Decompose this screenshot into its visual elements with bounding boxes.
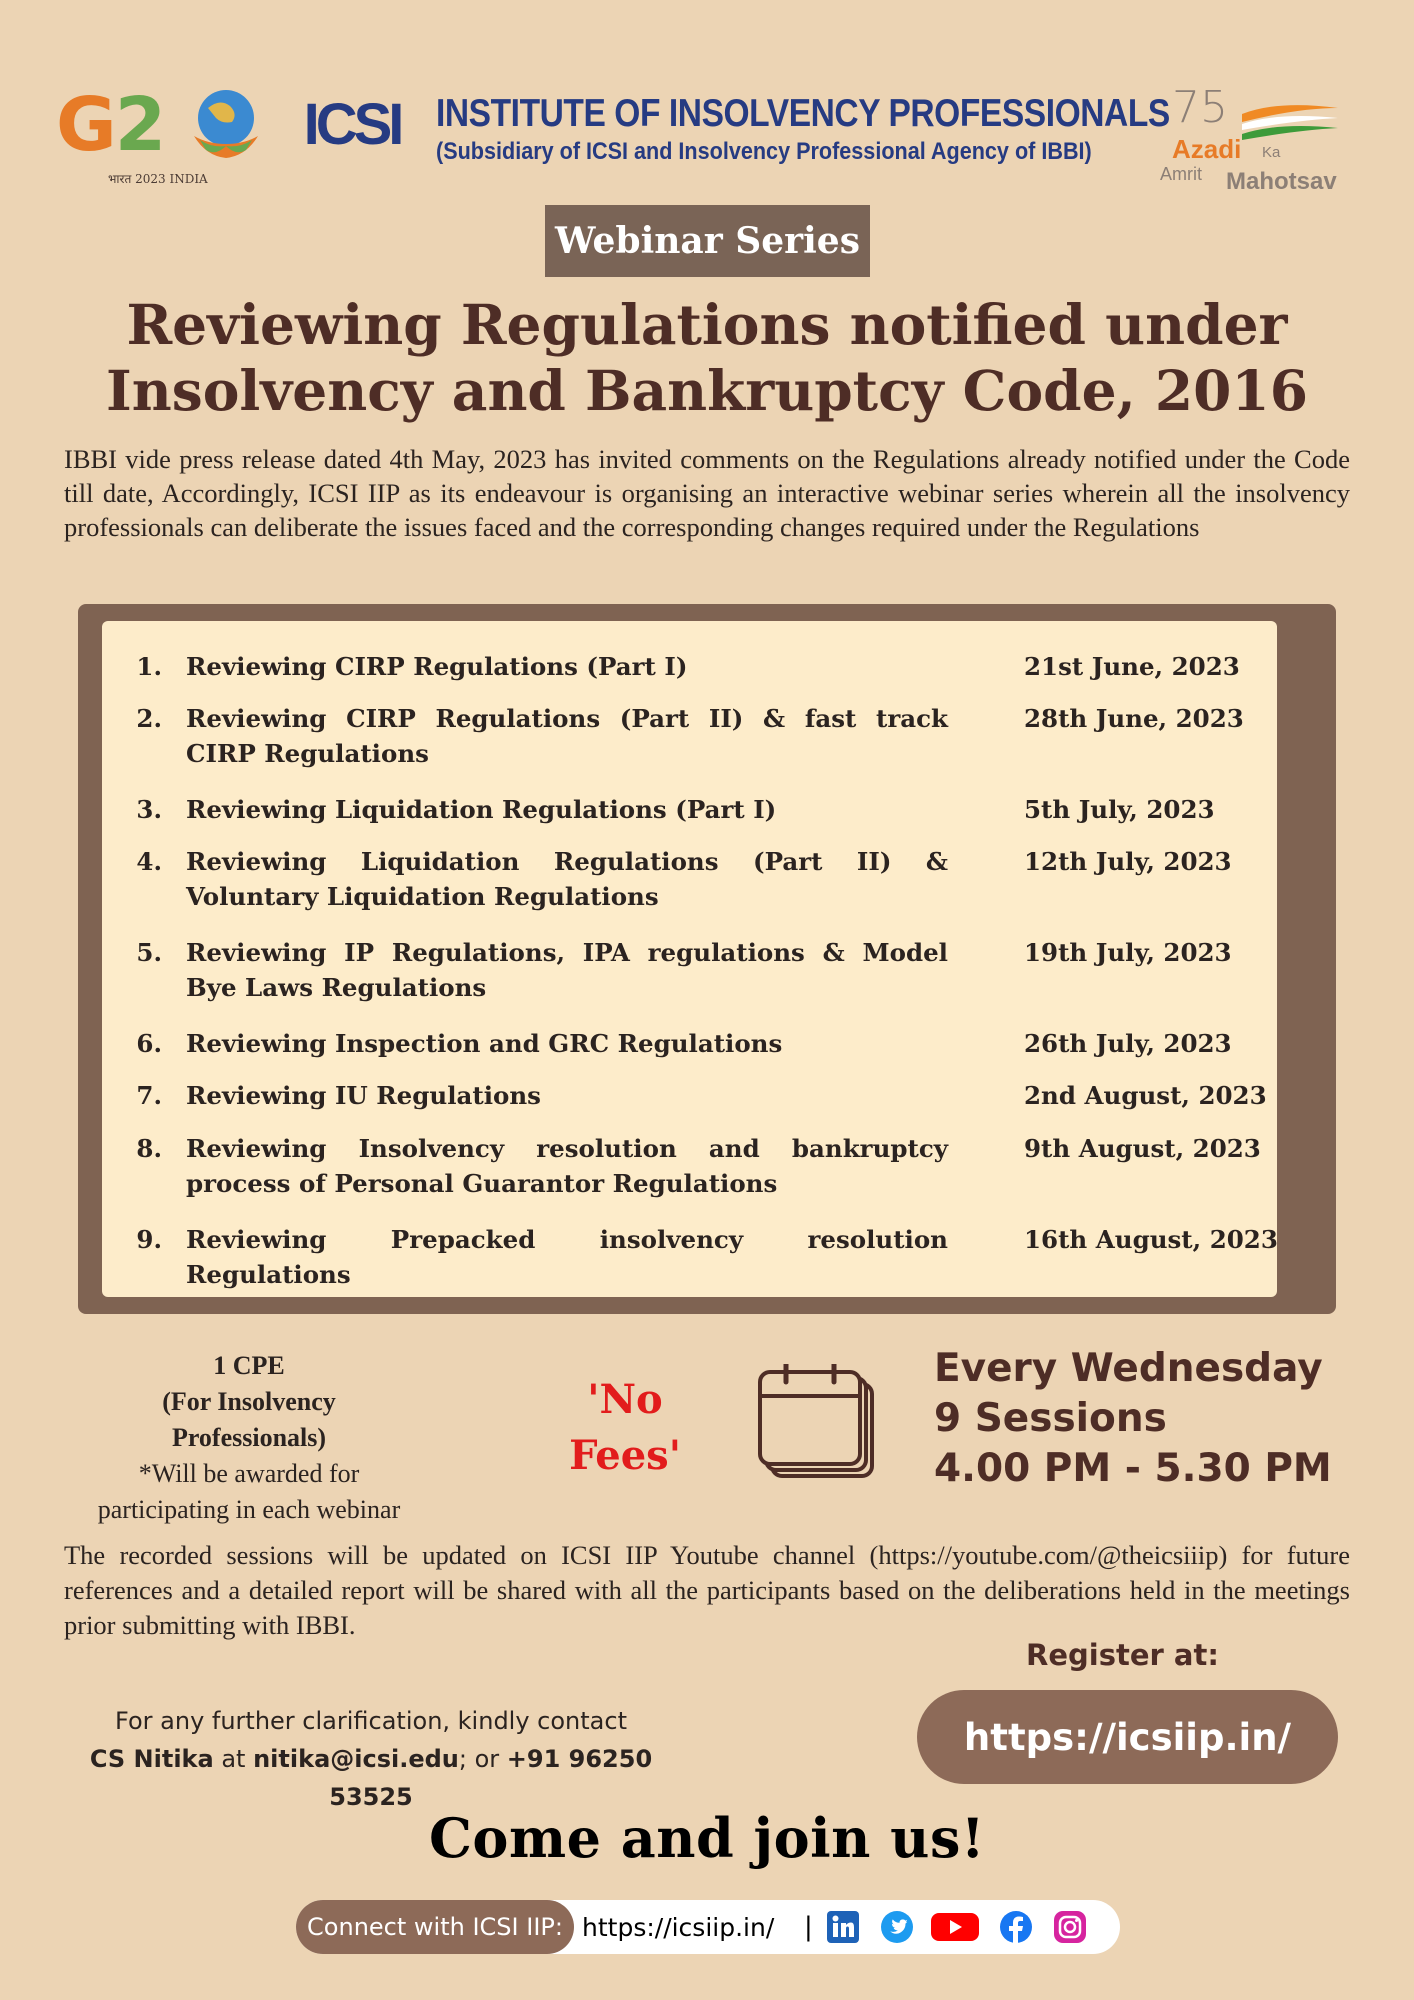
cpe-info — [84, 1348, 414, 1528]
page-title-line-2: Insolvency and Bankruptcy Code, 2016 — [106, 358, 1308, 423]
icsi-logo-text: ICSI — [303, 92, 401, 154]
schedule-sessions: 9 Sessions — [934, 1396, 1167, 1441]
session-title: Reviewing Inspection and GRC Regulations — [186, 1029, 783, 1058]
session-date: 26th July, 2023 — [1024, 1029, 1232, 1058]
contact-name: CS Nitika — [89, 1745, 214, 1773]
register-label: Register at: — [1026, 1638, 1219, 1672]
sessions-table — [102, 621, 1277, 1297]
contact-line-2 — [58, 1740, 684, 1816]
g20-two-letter: 2 — [114, 82, 165, 168]
g20-g-letter: G — [56, 82, 115, 168]
session-title: Reviewing CIRP Regulations (Part I) — [186, 652, 688, 681]
session-title: Reviewing IU Regulations — [186, 1081, 541, 1110]
session-date: 16th August, 2023 — [1024, 1225, 1278, 1254]
session-title: Reviewing Liquidation Regulations (Part I) — [186, 795, 777, 824]
session-date: 9th August, 2023 — [1024, 1134, 1261, 1163]
contact-email-link[interactable]: nitika@icsi.edu — [253, 1745, 459, 1773]
contact-info — [58, 1702, 684, 1816]
lotus-globe-icon — [186, 84, 266, 164]
cpe-line-4: participating in each webinar — [97, 1495, 401, 1524]
session-number: 6. — [136, 1029, 162, 1058]
youtube-icon[interactable] — [930, 1910, 980, 1944]
recorded-sessions-paragraph: The recorded sessions will be updated on ICSI IIP Youtube channel (https://youtube.com/@theicsiiip) for future references and a detailed report will be shared with all the participants based on the deliberations held in the meetings prior submitting with IBBI. — [64, 1540, 1350, 1640]
page-title-line-1: Reviewing Regulations notified under — [126, 292, 1288, 357]
contact-line-1: For any further clarification, kindly contact — [115, 1707, 627, 1735]
page-title — [0, 292, 1414, 424]
calendar-icon — [758, 1364, 882, 1482]
no-fees-line-2: Fees' — [569, 1432, 681, 1479]
schedule-info — [934, 1344, 1332, 1494]
session-number: 7. — [136, 1081, 162, 1110]
session-date: 19th July, 2023 — [1024, 938, 1232, 967]
linkedin-icon[interactable] — [826, 1910, 860, 1944]
schedule-day: Every Wednesday — [934, 1346, 1323, 1391]
aka-word-azadi: Azadi — [1172, 134, 1242, 164]
session-number: 1. — [136, 652, 162, 681]
footer-website-link[interactable]: https://icsiip.in/ — [582, 1912, 775, 1942]
session-title: Reviewing Liquidation Regulations (Part II) & Voluntary Liquidation Regulations — [186, 847, 948, 911]
g20-logo — [56, 82, 256, 192]
no-fees-label — [555, 1372, 695, 1484]
webinar-series-badge: Webinar Series — [545, 205, 870, 277]
g20-subtitle: भारत 2023 INDIA — [108, 172, 208, 186]
cpe-line-1: 1 CPE — [213, 1351, 285, 1380]
intro-paragraph: IBBI vide press release dated 4th May, 2023 has invited comments on the Regulations already notified under the Code till date, Accordingly, ICSI IIP as its endeavour is organising an interactive webinar series wherein all the insolvency professionals can deliberate the issues faced and the corresponding changes required under the Regulations — [64, 444, 1350, 542]
institute-title: INSTITUTE OF INSOLVENCY PROFESSIONALS — [436, 92, 1170, 135]
session-number: 2. — [136, 704, 162, 733]
session-date: 2nd August, 2023 — [1024, 1081, 1267, 1110]
aka-number: 75 — [1172, 82, 1228, 133]
session-date: 28th June, 2023 — [1024, 704, 1244, 733]
icsi-logo — [296, 92, 408, 154]
session-title: Reviewing CIRP Regulations (Part II) & fast track CIRP Regulations — [186, 704, 948, 768]
no-fees-line-1: 'No — [587, 1376, 663, 1423]
session-number: 9. — [136, 1225, 162, 1254]
facebook-icon[interactable] — [999, 1910, 1033, 1944]
session-date: 21st June, 2023 — [1024, 652, 1240, 681]
session-title: Reviewing Insolvency resolution and bankruptcy process of Personal Guarantor Regulations — [186, 1134, 948, 1198]
schedule-time: 4.00 PM - 5.30 PM — [934, 1446, 1332, 1491]
cpe-line-2: (For Insolvency Professionals) — [162, 1387, 336, 1452]
aka-word-amrit: Amrit — [1160, 164, 1202, 184]
azadi-ka-amrit-mahotsav-logo — [1158, 82, 1358, 202]
session-number: 3. — [136, 795, 162, 824]
connect-label: Connect with ICSI IIP: — [296, 1900, 574, 1954]
call-to-action: Come and join us! — [428, 1806, 986, 1870]
footer-separator: | — [804, 1912, 813, 1942]
institute-subtitle: (Subsidiary of ICSI and Insolvency Professional Agency of IBBI) — [436, 138, 1092, 165]
session-number: 4. — [136, 847, 162, 876]
session-title: Reviewing IP Regulations, IPA regulations & Model Bye Laws Regulations — [186, 938, 948, 1002]
session-number: 8. — [136, 1134, 162, 1163]
register-link-button[interactable]: https://icsiip.in/ — [917, 1690, 1338, 1784]
instagram-icon[interactable] — [1053, 1910, 1087, 1944]
aka-word-ka: Ka — [1262, 144, 1281, 161]
tricolor-flag-icon — [1238, 100, 1342, 148]
session-number: 5. — [136, 938, 162, 967]
cpe-line-3: *Will be awarded for — [138, 1459, 360, 1488]
session-date: 12th July, 2023 — [1024, 847, 1232, 876]
contact-phone[interactable]: +91 96250 53525 — [329, 1745, 653, 1811]
session-date: 5th July, 2023 — [1024, 795, 1215, 824]
aka-word-mahotsav: Mahotsav — [1226, 168, 1337, 195]
contact-or: ; or — [458, 1745, 507, 1773]
twitter-icon[interactable] — [880, 1910, 914, 1944]
contact-at: at — [213, 1745, 254, 1773]
session-title: Reviewing Prepacked insolvency resolution Regulations — [186, 1225, 948, 1289]
g20-logo-text — [56, 82, 164, 168]
